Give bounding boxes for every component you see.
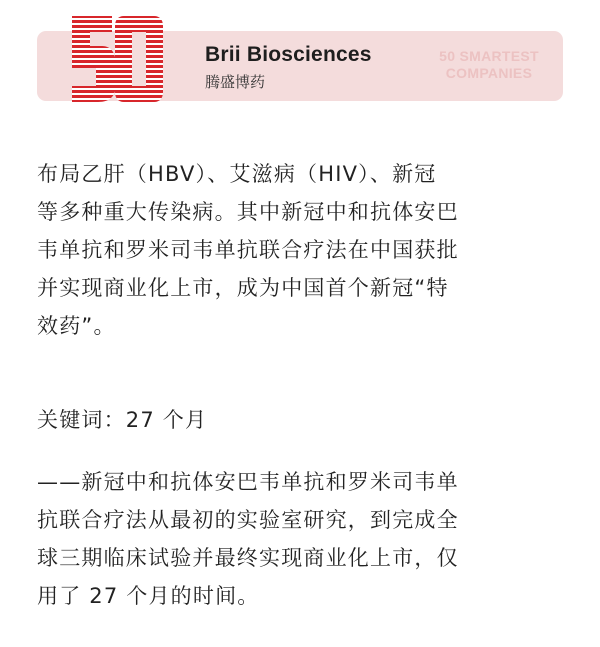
paragraph-line: 抗联合疗法从最初的实验室研究，到完成全 (37, 508, 459, 532)
paragraph-line: ——新冠中和抗体安巴韦单抗和罗米司韦单 (37, 470, 459, 494)
paragraph-line: 球三期临床试验并最终实现商业化上市，仅 (37, 546, 459, 570)
company-name: Brii Biosciences (205, 43, 372, 66)
paragraph-line: 用了 27 个月的时间。 (37, 584, 260, 608)
paragraph-line: 并实现商业化上市，成为中国首个新冠“特 (37, 276, 449, 300)
detail-paragraph (37, 463, 567, 615)
paragraph-line: 布局乙肝（HBV）、艾滋病（HIV）、新冠 (37, 162, 437, 186)
paragraph-line: 效药”。 (37, 314, 116, 338)
watermark-line-2: COMPANIES (445, 65, 533, 81)
paragraph-line: 韦单抗和罗米司韦单抗联合疗法在中国获批 (37, 238, 459, 262)
keyword-line: 关键词：27 个月 (37, 408, 208, 432)
keyword-paragraph (37, 401, 567, 439)
paragraph-line: 等多种重大传染病。其中新冠中和抗体安巴 (37, 200, 459, 224)
fifty-logo-icon (68, 10, 166, 108)
company-name-chinese: 腾盛博药 (205, 73, 266, 91)
intro-paragraph (37, 155, 567, 345)
watermark-line-1: 50 SMARTEST (439, 48, 539, 64)
list-watermark (420, 48, 558, 82)
